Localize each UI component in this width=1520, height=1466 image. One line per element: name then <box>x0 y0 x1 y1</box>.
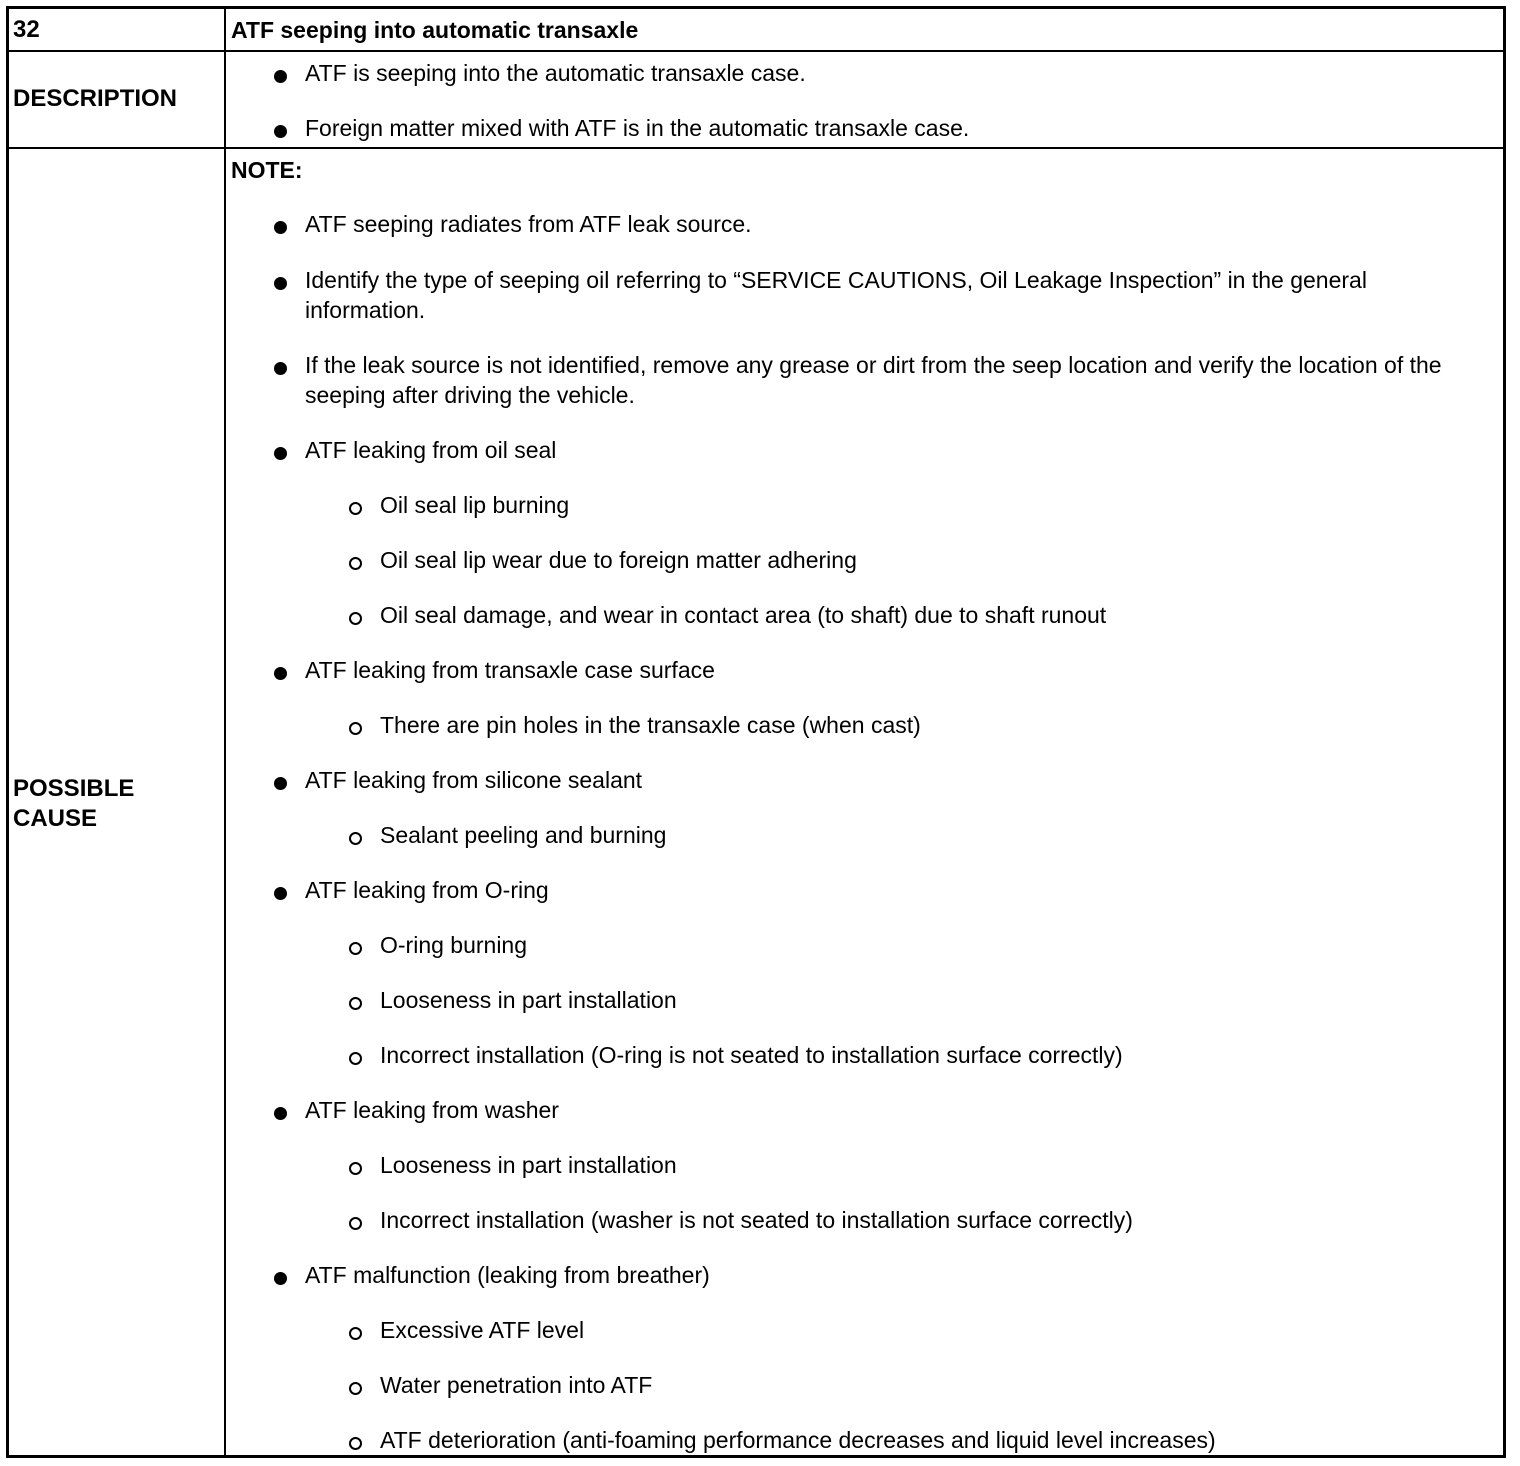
bullet-dot-icon <box>274 887 287 900</box>
bullet-dot-icon <box>274 1272 287 1285</box>
item-number: 32 <box>13 16 40 43</box>
column-divider <box>224 9 226 50</box>
header-row <box>9 9 1503 52</box>
bullet-ring-icon <box>349 942 362 955</box>
bullet-dot-icon <box>274 447 287 460</box>
cause-title: ATF leaking from transaxle case surface <box>305 657 715 683</box>
bullet-ring-icon <box>349 557 362 570</box>
possible-cause-row <box>9 148 1503 1455</box>
cause-sub-item: Water penetration into ATF <box>380 1372 653 1398</box>
bullet-dot-icon <box>274 362 287 375</box>
cause-title: ATF leaking from O-ring <box>305 877 549 903</box>
troubleshooting-table <box>6 6 1506 1458</box>
cause-sub-item: Oil seal lip wear due to foreign matter adhering <box>380 547 857 573</box>
cause-title: ATF leaking from silicone sealant <box>305 767 643 793</box>
bullet-dot-icon <box>274 277 287 290</box>
description-item: Foreign matter mixed with ATF is in the automatic transaxle case. <box>305 115 970 141</box>
bullet-ring-icon <box>349 502 362 515</box>
item-title: ATF seeping into automatic transaxle <box>231 17 639 43</box>
cause-title: ATF malfunction (leaking from breather) <box>305 1262 710 1288</box>
description-item: ATF is seeping into the automatic transaxle case. <box>305 60 806 86</box>
bullet-ring-icon <box>349 832 362 845</box>
cause-sub-item: Sealant peeling and burning <box>380 822 667 848</box>
bullet-ring-icon <box>349 722 362 735</box>
cause-sub-item: O-ring burning <box>380 932 528 958</box>
note-title: NOTE: <box>231 157 303 183</box>
note-item: If the leak source is not identified, remove any grease or dirt from the seep location and verify the location of the seeping after driving the vehicle. <box>305 352 1442 408</box>
note-item: ATF seeping radiates from ATF leak source. <box>305 211 752 237</box>
possible-cause-label: POSSIBLE CAUSE <box>13 775 135 832</box>
cause-title: ATF leaking from oil seal <box>305 437 557 463</box>
bullet-ring-icon <box>349 1217 362 1230</box>
cause-sub-item: Incorrect installation (washer is not seated to installation surface correctly) <box>380 1207 1133 1233</box>
cause-title: ATF leaking from washer <box>305 1097 559 1123</box>
cause-sub-item: Oil seal damage, and wear in contact area (to shaft) due to shaft runout <box>380 602 1107 628</box>
bullet-ring-icon <box>349 612 362 625</box>
bullet-dot-icon <box>274 125 287 138</box>
description-label: DESCRIPTION <box>13 85 178 112</box>
bullet-ring-icon <box>349 1162 362 1175</box>
bullet-dot-icon <box>274 1107 287 1120</box>
note-item: Identify the type of seeping oil referring to “SERVICE CAUTIONS, Oil Leakage Inspection” in the general information. <box>305 267 1367 323</box>
description-row <box>9 50 1503 149</box>
cause-sub-item: ATF deterioration (anti-foaming performance decreases and liquid level increases) <box>380 1427 1216 1453</box>
column-divider <box>224 50 226 147</box>
column-divider <box>224 148 226 1455</box>
bullet-ring-icon <box>349 1437 362 1450</box>
bullet-ring-icon <box>349 1327 362 1340</box>
cause-sub-item: Looseness in part installation <box>380 987 677 1013</box>
bullet-dot-icon <box>274 221 287 234</box>
cause-sub-item: Looseness in part installation <box>380 1152 677 1178</box>
bullet-dot-icon <box>274 70 287 83</box>
bullet-dot-icon <box>274 667 287 680</box>
bullet-ring-icon <box>349 997 362 1010</box>
bullet-dot-icon <box>274 777 287 790</box>
cause-sub-item: Excessive ATF level <box>380 1317 585 1343</box>
cause-sub-item: Oil seal lip burning <box>380 492 570 518</box>
cause-sub-item: Incorrect installation (O-ring is not seated to installation surface correctly) <box>380 1042 1123 1068</box>
bullet-ring-icon <box>349 1382 362 1395</box>
bullet-ring-icon <box>349 1052 362 1065</box>
cause-sub-item: There are pin holes in the transaxle case (when cast) <box>380 712 921 738</box>
